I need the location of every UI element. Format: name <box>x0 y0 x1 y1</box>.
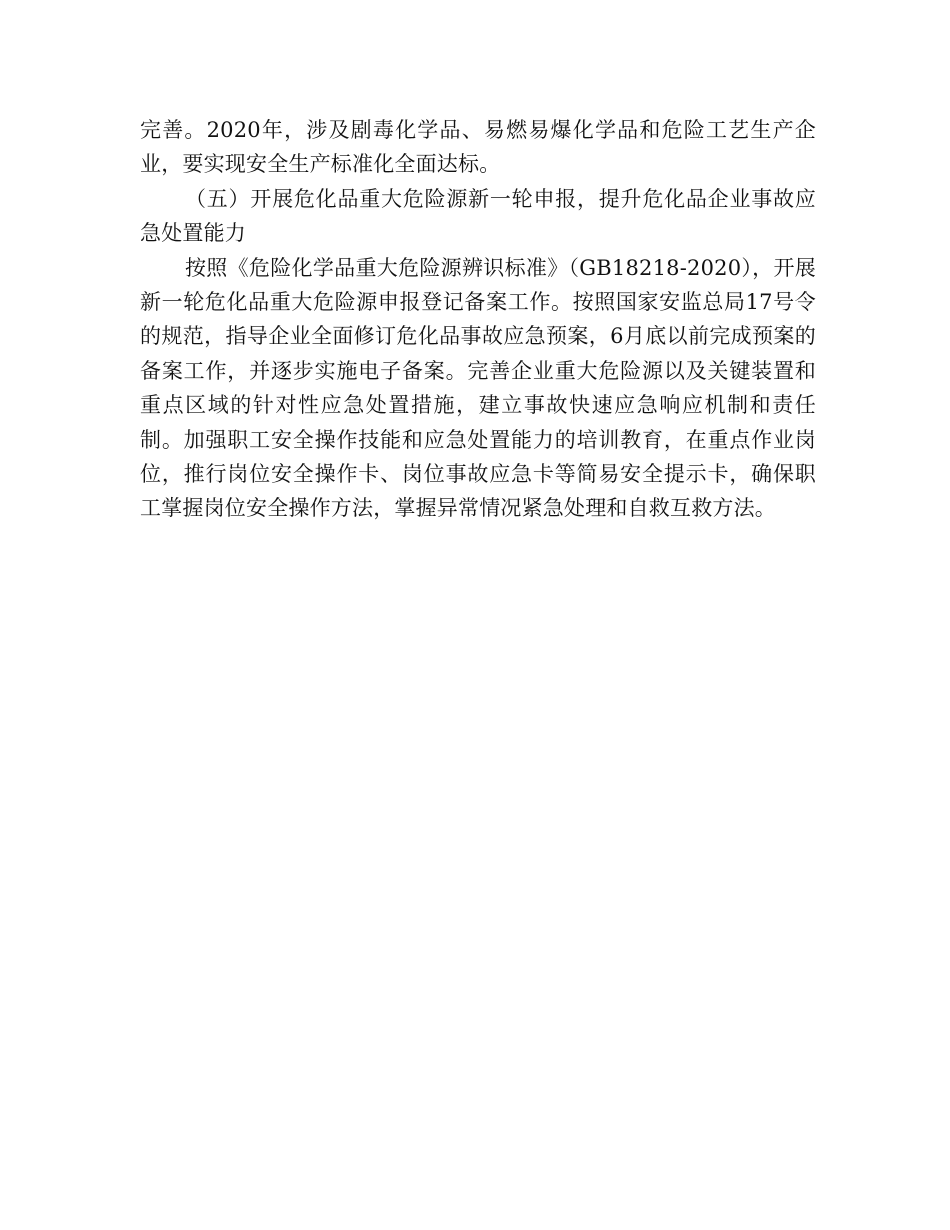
paragraph-1: 完善。2020年，涉及剧毒化学品、易燃易爆化学品和危险工艺生产企业，要实现安全生产标准化全面达标。 <box>140 118 816 177</box>
document-body <box>140 113 816 526</box>
paragraph-2: 按照《危险化学品重大危险源辨识标准》（GB18218-2020），开展新一轮危化品重大危险源申报登记备案工作。按照国家安监总局17号令的规范，指导企业全面修订危化品事故应急预案，6月底以前完成预案的备案工作，并逐步实施电子备案。完善企业重大危险源以及关键装置和重点区域的针对性应急处置措施，建立事故快速应急响应机制和责任制。加强职工安全操作技能和应急处置能力的培训教育，在重点作业岗位，推行岗位安全操作卡、岗位事故应急卡等简易安全提示卡，确保职工掌握岗位安全操作方法，掌握异常情况紧急处理和自救互救方法。 <box>140 255 816 521</box>
section-heading-5: （五）开展危化品重大危险源新一轮申报，提升危化品企业事故应急处置能力 <box>140 186 816 246</box>
